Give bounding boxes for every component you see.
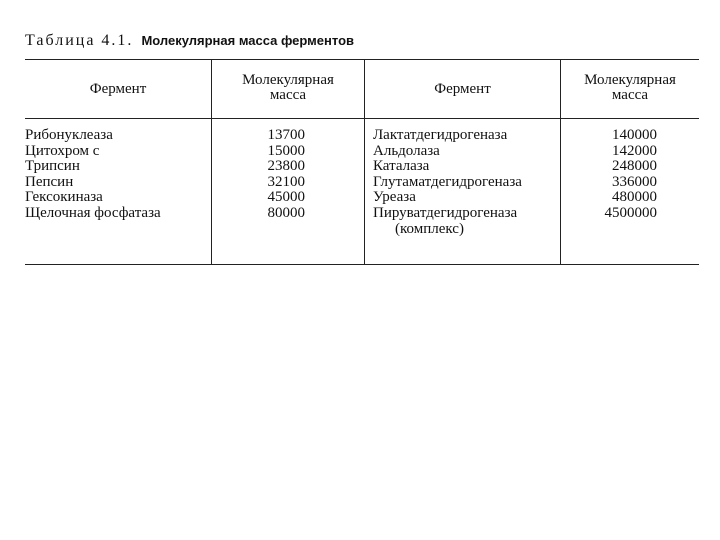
header-mass-right	[561, 73, 699, 103]
table-top-rule	[25, 59, 699, 60]
table-number: Таблица 4.1.	[25, 32, 134, 49]
list-item: 80000	[267, 204, 305, 221]
header-rule	[25, 118, 699, 119]
list-item: 248000	[612, 158, 657, 175]
list-item: Каталаза	[373, 158, 430, 175]
list-item: Лактатдегидрогеназа	[373, 127, 508, 143]
table-caption	[25, 32, 354, 50]
list-item: Трипсин	[25, 158, 80, 175]
table-bottom-rule	[25, 264, 699, 265]
mass-list-right	[561, 128, 657, 222]
list-item: 15000	[267, 142, 305, 159]
header-enzyme-right	[365, 82, 560, 97]
list-item: 140000	[612, 127, 657, 143]
list-item: 142000	[612, 142, 657, 159]
header-mass-right-line1: Молекулярная	[584, 72, 676, 88]
header-enzyme-left	[25, 82, 211, 97]
list-item: Щелочная фосфатаза	[25, 204, 161, 221]
list-item: 32100	[267, 173, 305, 190]
list-item-continuation: (комплекс)	[395, 220, 464, 237]
list-item: Уреаза	[373, 189, 416, 206]
header-mass-left-line2: масса	[269, 87, 307, 103]
table-title: Молекулярная масса ферментов	[141, 33, 354, 48]
header-enzyme-right-text: Фермент	[434, 81, 491, 97]
header-mass-left	[212, 73, 364, 103]
list-item: Пепсин	[25, 173, 74, 190]
list-item: 480000	[612, 189, 657, 206]
list-item: Пируватдегидрогеназа	[373, 204, 518, 221]
list-item: 4500000	[604, 204, 657, 221]
header-mass-left-line1: Молекулярная	[242, 72, 334, 88]
list-item: Гексокиназа	[25, 189, 103, 206]
mass-list-left	[212, 128, 305, 222]
header-enzyme-left-text: Фермент	[89, 81, 147, 97]
list-item: 23800	[267, 158, 305, 175]
list-item: Цитохром с	[25, 142, 100, 159]
enzyme-list-left	[25, 128, 161, 222]
list-item: 45000	[267, 189, 305, 206]
header-mass-right-line2: масса	[611, 87, 649, 103]
list-item: Глутаматдегидрогеназа	[373, 173, 522, 190]
list-item: 13700	[267, 127, 305, 143]
list-item: 336000	[612, 173, 657, 190]
enzyme-list-right	[373, 128, 522, 237]
list-item: Рибонуклеаза	[25, 127, 113, 143]
list-item: Альдолаза	[373, 142, 440, 159]
